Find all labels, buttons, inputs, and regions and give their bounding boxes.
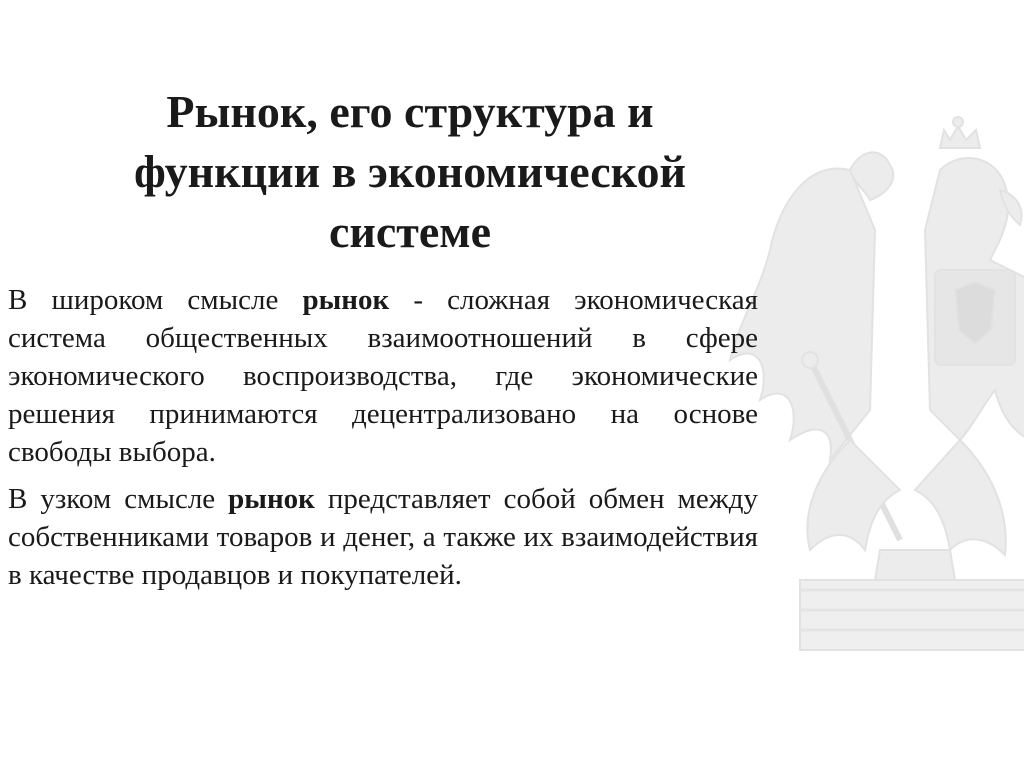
paragraph-text: В узком смысле xyxy=(8,483,229,515)
title-line-3: системе xyxy=(328,206,492,257)
paragraph-broad-definition xyxy=(8,281,758,471)
title-line-2: функции в экономической xyxy=(133,146,687,197)
paragraph-narrow-definition xyxy=(8,480,758,594)
bold-term: рынок xyxy=(302,284,390,316)
paragraph-text: - сложная экономическая система общественных взаимоотношений в сфере экономического воспроизводства, где экономические решения принимаются децентрализовано на основе свободы выбора. xyxy=(8,284,758,468)
paragraph-text: представляет собой обмен между собственниками товаров и денег, а также их взаимодействия в качестве продавцов и покупателей. xyxy=(8,483,758,591)
bold-term: рынок xyxy=(228,483,315,515)
slide-title xyxy=(40,82,780,262)
paragraph-text: В широком смысле xyxy=(8,284,303,316)
slide-body xyxy=(8,281,758,594)
title-line-1: Рынок, его структура и xyxy=(166,86,654,137)
